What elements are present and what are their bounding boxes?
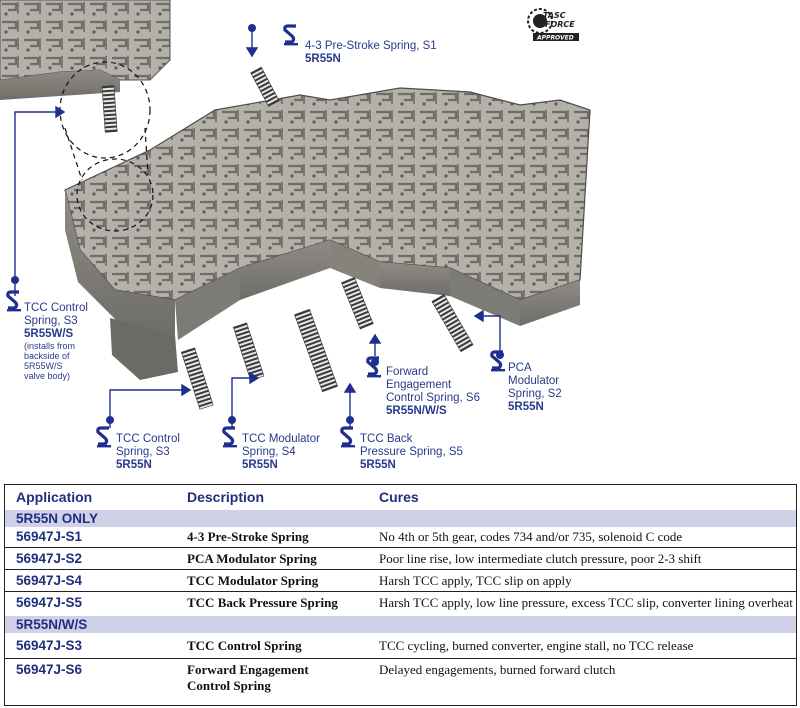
part-number: 56947J-S4 (16, 573, 83, 588)
sonnax-s-icon (283, 24, 299, 46)
description: PCA Modulator Spring (187, 551, 317, 566)
label-s3-n: TCC Control Spring, S3 5R55N (116, 433, 180, 471)
cures: No 4th or 5th gear, codes 734 and/or 735, solenoid C code (379, 529, 683, 544)
sonnax-s-icon (222, 426, 238, 448)
tasc-force-logo (527, 4, 581, 44)
spring-s5 (294, 309, 337, 392)
spring-application-table (4, 484, 797, 706)
header-cures: Cures (379, 489, 419, 505)
inset-valve-body (0, 0, 170, 100)
label-s2: PCA Modulator Spring, S2 5R55N (508, 362, 562, 413)
sonnax-s-icon (340, 426, 356, 448)
cures: Poor line rise, low intermediate clutch pressure, poor 2-3 shift (379, 551, 702, 566)
part-number: 56947J-S1 (16, 529, 83, 544)
spring-s6 (342, 277, 374, 329)
header-application: Application (16, 489, 93, 505)
sonnax-s-icon (366, 356, 382, 378)
spring-s1 (251, 67, 279, 106)
part-number: 56947J-S6 (16, 662, 83, 677)
cures: Delayed engagements, burned forward clutch (379, 662, 616, 677)
main-valve-body (65, 88, 590, 380)
description: TCC Back Pressure Spring (187, 595, 338, 610)
label-s1: 4-3 Pre-Stroke Spring, S1 5R55N (305, 40, 437, 65)
sonnax-s-icon (96, 426, 112, 448)
spring-s3 (181, 348, 213, 409)
header-description: Description (187, 489, 265, 505)
svg-text:FORCE: FORCE (545, 20, 575, 29)
label-s6: Forward Engagement Control Spring, S6 5R55N/W/S (386, 366, 480, 417)
label-s5: TCC Back Pressure Spring, S5 5R55N (360, 433, 463, 471)
group-5r55n-only: 5R55N ONLY (5, 510, 796, 527)
sonnax-s-icon (6, 290, 22, 312)
description: Forward Engagement Control Spring (187, 662, 309, 693)
svg-text:APPROVED: APPROVED (537, 34, 574, 42)
description: 4-3 Pre-Stroke Spring (187, 529, 309, 544)
cures: Harsh TCC apply, TCC slip on apply (379, 573, 572, 588)
part-number: 56947J-S3 (16, 638, 83, 653)
label-s4: TCC Modulator Spring, S4 5R55N (242, 433, 320, 471)
spring-s4 (233, 323, 264, 381)
sonnax-s-icon (490, 350, 506, 372)
svg-text:TASC: TASC (543, 11, 566, 20)
description: TCC Control Spring (187, 638, 302, 653)
spring-s3-inset (102, 86, 117, 133)
cures: Harsh TCC apply, low line pressure, excess TCC slip, converter lining overheat (379, 595, 793, 610)
group-5r55n-w-s: 5R55N/W/S (5, 616, 796, 633)
description: TCC Modulator Spring (187, 573, 319, 588)
cures: TCC cycling, burned converter, engine stall, no TCC release (379, 638, 694, 653)
label-s3-ws: TCC Control Spring, S3 5R55W/S (installs from backside of 5R55W/S valve body) (24, 302, 88, 381)
part-number: 56947J-S5 (16, 595, 83, 610)
part-number: 56947J-S2 (16, 551, 83, 566)
